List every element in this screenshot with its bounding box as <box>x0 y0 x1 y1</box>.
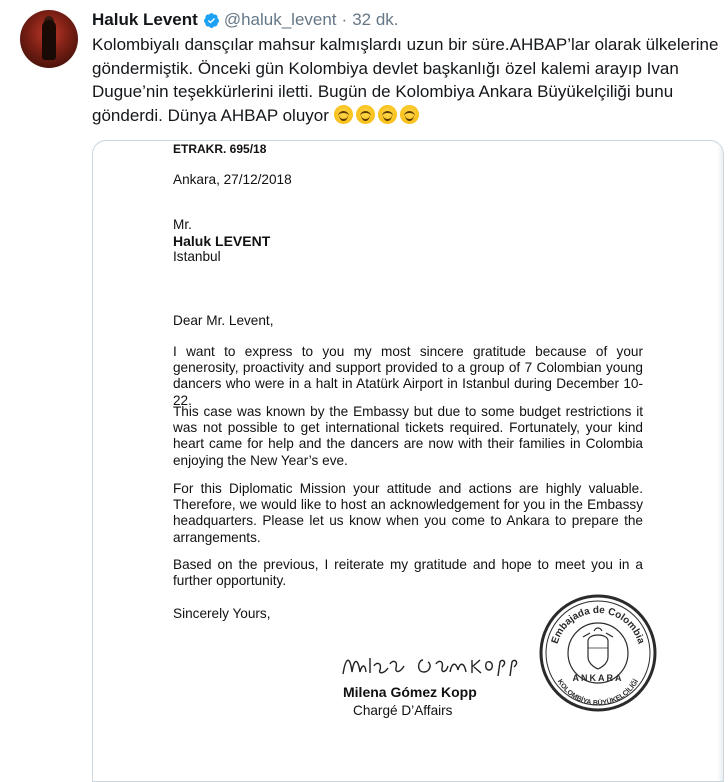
letter-paragraph: This case was known by the Embassy but due to some budget restrictions it was not possible to get international tickets required. Fortunately, your kind heart came for help and the dancers are now with their families in Colombia enjoying the New Year’s eve. <box>173 404 643 468</box>
tweet-body: Kolombiyalı dansçılar mahsur kalmışlardı uzun bir süre.AHBAP’lar olarak ülkelerine göndermiştik. Önceki gün Kolombiya devlet başkanlığı özel kalemi arayıp Ivan Dugue’nin teşekkürlerini iletti. Bugün de Kolombiya Ankara Büyükelçiliği bunu gönderdi. Dünya AHBAP oluyor <box>92 35 719 125</box>
handwritten-signature <box>338 646 538 684</box>
tweet-timestamp[interactable]: 32 dk. <box>352 10 399 29</box>
author-name[interactable]: Haluk Levent <box>92 10 198 29</box>
letter-paragraph: Based on the previous, I reiterate my gratitude and hope to meet you in a further opportunity. <box>173 557 643 589</box>
svg-text:KOLOMBİYA BÜYÜKELÇİLİĞİ: KOLOMBİYA BÜYÜKELÇİLİĞİ <box>555 678 641 708</box>
letter-paragraph: I want to express to you my most sincere gratitude because of your generosity, proactivity and support provided to a group of 7 Colombian young dancers who were in a halt in Atatürk Airport in Istanbul during December 10-22. <box>173 344 643 408</box>
embassy-seal-stamp <box>538 593 658 713</box>
tweet-header <box>92 8 399 32</box>
author-avatar[interactable] <box>20 10 78 68</box>
letter-closing: Sincerely Yours, <box>173 606 271 621</box>
letter-paragraph: For this Diplomatic Mission your attitude and actions are highly valuable. Therefore, we would like to host an acknowledgement for you in the Embassy headquarters. Please let us know when you come to Ankara to prepare the arrangements. <box>173 481 643 545</box>
letter-document <box>93 141 723 781</box>
letter-greeting: Dear Mr. Levent, <box>173 313 274 328</box>
signer-role: Chargé D’Affairs <box>353 703 453 718</box>
image-edge-shadow <box>717 141 723 781</box>
avatar-figure <box>42 20 56 60</box>
verified-badge-icon <box>203 12 220 29</box>
author-handle[interactable]: @haluk_levent <box>223 10 337 29</box>
recipient-title: Mr. <box>173 217 192 232</box>
smiling-face-emoji-icon <box>400 105 419 124</box>
smiling-face-emoji-icon <box>334 105 353 124</box>
recipient-name: Haluk LEVENT <box>173 233 271 249</box>
emoji-group <box>334 106 422 125</box>
tweet-text <box>92 33 724 127</box>
smiling-face-emoji-icon <box>356 105 375 124</box>
header-separator: · <box>341 10 348 29</box>
smiling-face-emoji-icon <box>378 105 397 124</box>
svg-text:Embajada de Colombia: Embajada de Colombia <box>549 604 647 646</box>
svg-text:ANKARA: ANKARA <box>572 673 624 683</box>
letter-date: Ankara, 27/12/2018 <box>173 172 292 187</box>
recipient-city: Istanbul <box>173 249 221 264</box>
letter-reference: ETRAKR. 695/18 <box>173 142 267 156</box>
signer-name: Milena Gómez Kopp <box>343 684 477 700</box>
attached-image[interactable] <box>92 140 724 782</box>
